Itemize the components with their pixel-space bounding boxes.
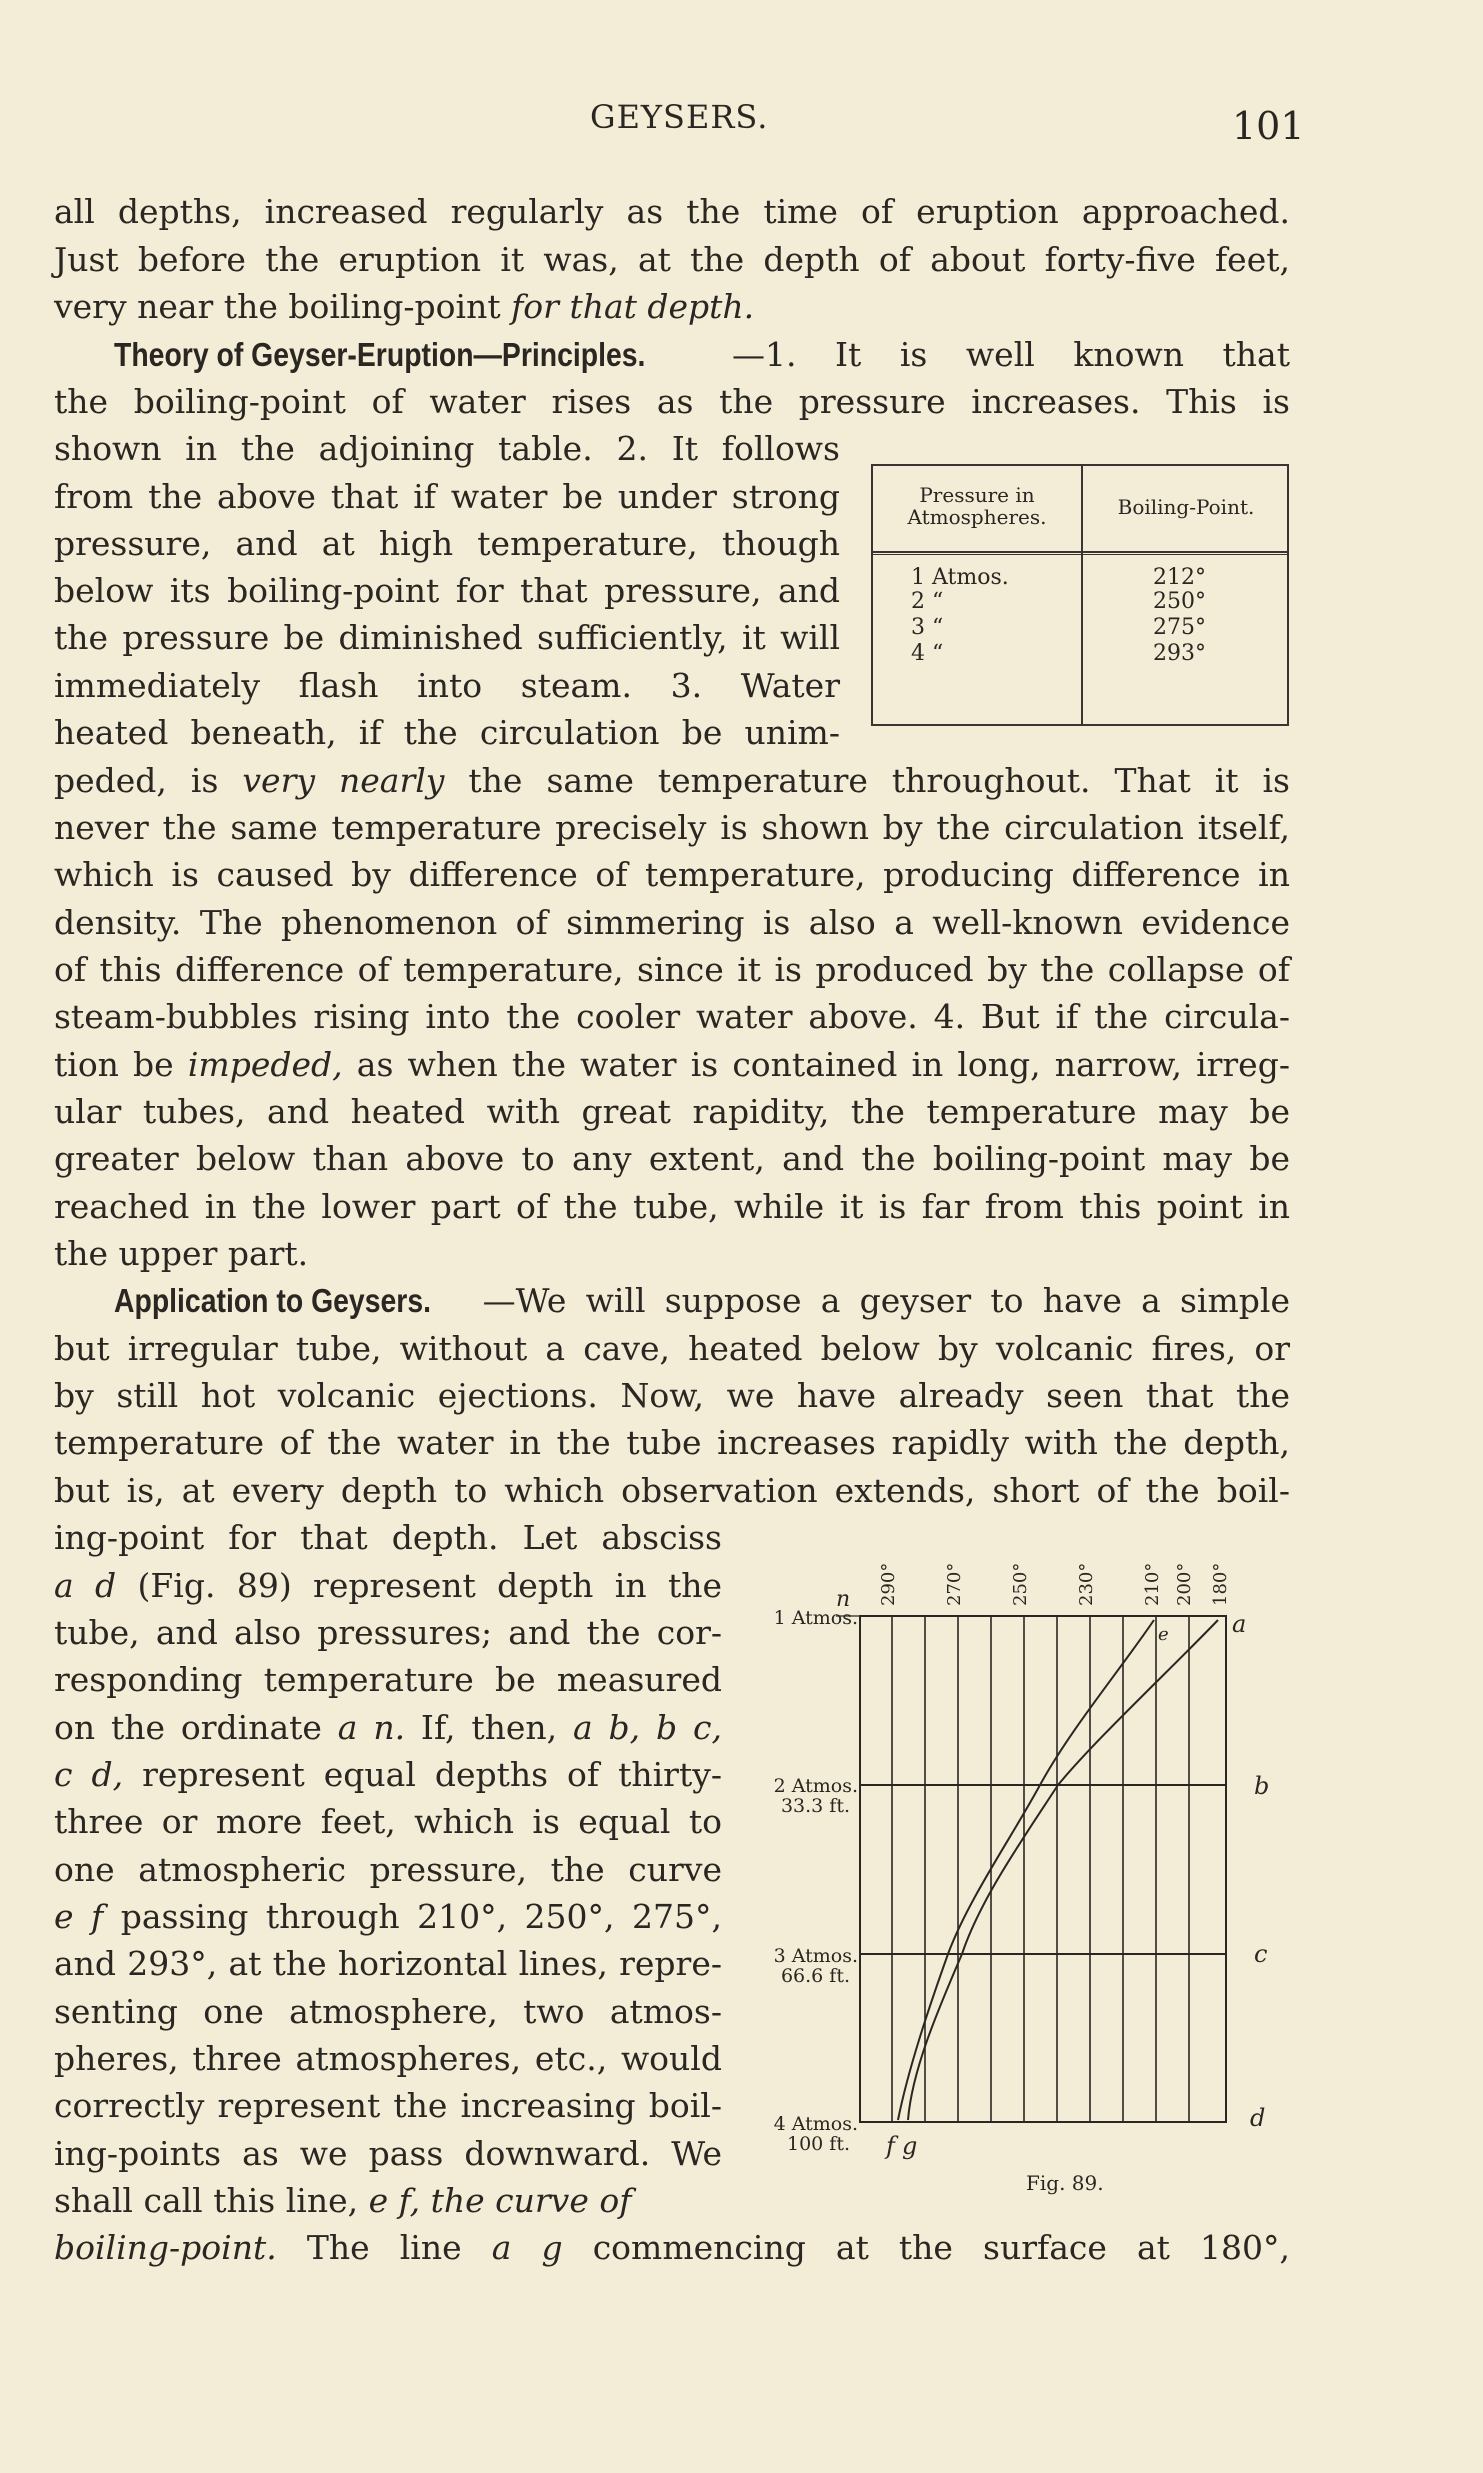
text-line: steam-bubbles rising into the cooler water above. 4. But if the circula- [54, 997, 1290, 1036]
text-line: peded, is very nearly the same temperature throughout. That it is [54, 761, 1290, 800]
point-label-d: d [1250, 2104, 1266, 2132]
temperature-line-ag [908, 1620, 1218, 2120]
text-line: ular tubes, and heated with great rapidity, the temperature may be [54, 1092, 1290, 1131]
temp-label: 200° [1174, 1562, 1195, 1606]
depth-label: 2 Atmos. [773, 1775, 858, 1797]
table-cell: 293° [1153, 641, 1206, 666]
text-line: e f passing through 210°, 250°, 275°, [54, 1897, 723, 1936]
temp-label: 210° [1142, 1562, 1163, 1606]
point-label-c: c [1254, 1940, 1268, 1968]
text-line: density. The phenomenon of simmering is also a well-known evidence [54, 903, 1290, 942]
text-line: and 293°, at the horizontal lines, repre- [54, 1944, 722, 1983]
diagram-frame [860, 1616, 1226, 2122]
figure-89 [740, 1530, 1300, 2210]
text-line: ing-point for that depth. Let absciss [54, 1518, 722, 1557]
text-line: a d (Fig. 89) represent depth in the [54, 1566, 722, 1605]
text-line: from the above that if water be under strong [54, 477, 840, 516]
boiling-point-diagram [740, 1530, 1300, 2210]
text-line: senting one atmosphere, two atmos- [54, 1992, 722, 2031]
text-line: shown in the adjoining table. 2. It follows [54, 429, 840, 468]
text-line: correctly represent the increasing boil- [54, 2086, 722, 2125]
section-heading-line: Theory of Geyser-Eruption—Principles. —1. It is well known that [54, 331, 1290, 378]
text-line: which is caused by difference of temperature, producing difference in [54, 855, 1290, 894]
text-line: boiling-point. The line a g commencing at the surface at 180°, [54, 2228, 1290, 2267]
text-line: the boiling-point of water rises as the pressure increases. This is [54, 382, 1290, 421]
text-line: tion be impeded, as when the water is contained in long, narrow, irreg- [54, 1045, 1290, 1084]
running-title: GEYSERS. [590, 98, 769, 136]
text-line: three or more feet, which is equal to [54, 1802, 722, 1841]
text-line: very near the boiling-point for that depth. [54, 287, 755, 326]
text-line: Just before the eruption it was, at the depth of about forty-five feet, [54, 240, 1290, 279]
text-line: but irregular tube, without a cave, heated below by volcanic fires, or [54, 1329, 1290, 1368]
text-line: heated beneath, if the circulation be unim- [54, 713, 840, 752]
figure-caption: Fig. 89. [1026, 2171, 1104, 2195]
temp-label: 290° [878, 1562, 899, 1606]
curve-label-f: f [886, 2132, 895, 2160]
temp-label: 270° [944, 1562, 965, 1606]
temp-label: 250° [1010, 1562, 1031, 1606]
depth-label: 1 Atmos. [773, 1607, 858, 1629]
text-line: on the ordinate a n. If, then, a b, b c, [54, 1708, 722, 1747]
curve-label-g: g [902, 2132, 918, 2160]
section-heading: Theory of Geyser-Eruption—Principles. [114, 336, 646, 373]
text-line: by still hot volcanic ejections. Now, we have already seen that the [54, 1376, 1290, 1415]
text-line: shall call this line, e f, the curve of [54, 2181, 632, 2220]
boiling-point-table [871, 464, 1289, 726]
text-line: never the same temperature precisely is shown by the circulation itself, [54, 808, 1290, 847]
depth-label: 66.6 ft. [780, 1965, 850, 1987]
depth-label: 100 ft. [786, 2133, 850, 2155]
table-cell: 4 “ [911, 641, 944, 666]
text-line: responding temperature be measured [54, 1660, 722, 1699]
text-line: below its boiling-point for that pressure, and [54, 571, 840, 610]
n-label: n [836, 1587, 851, 1612]
curve-label-e: e [1158, 1624, 1169, 1645]
table-header-pressure: Pressure in Atmospheres. [907, 483, 1047, 529]
text-line: of this difference of temperature, since it is produced by the collapse of [54, 950, 1290, 989]
text-line: pressure, and at high temperature, though [54, 524, 840, 563]
table-cell: 212° [1153, 565, 1206, 590]
text-line: but is, at every depth to which observation extends, short of the boil- [54, 1471, 1290, 1510]
point-label-a: a [1232, 1610, 1247, 1638]
text-line: c d, represent equal depths of thirty- [54, 1755, 723, 1794]
table-cell: 1 Atmos. [911, 565, 1009, 590]
text-line: ing-points as we pass downward. We [54, 2134, 722, 2173]
table-cell: 275° [1153, 615, 1206, 640]
table-cell: 250° [1153, 589, 1206, 614]
table-header-boiling-point: Boiling-Point. [1117, 495, 1255, 519]
section-heading-line: Application to Geysers. —We will suppose a geyser to have a simple [54, 1277, 1290, 1324]
text-line: greater below than above to any extent, and the boiling-point may be [54, 1139, 1290, 1178]
page-number: 101 [1232, 104, 1305, 148]
depth-label: 3 Atmos. [773, 1945, 858, 1967]
point-label-b: b [1254, 1772, 1270, 1800]
depth-label: 33.3 ft. [780, 1795, 850, 1817]
text-line: the upper part. [54, 1234, 309, 1273]
text-line: reached in the lower part of the tube, while it is far from this point in [54, 1187, 1290, 1226]
depth-label: 4 Atmos. [773, 2113, 858, 2135]
text-line: one atmospheric pressure, the curve [54, 1850, 722, 1889]
text-line: pheres, three atmospheres, etc., would [54, 2039, 722, 2078]
table-cell: 3 “ [911, 615, 944, 640]
boiling-point-curve [898, 1620, 1154, 2120]
text-line: immediately flash into steam. 3. Water [54, 666, 840, 705]
temp-label: 180° [1210, 1562, 1231, 1606]
table-cell: 2 “ [911, 589, 944, 614]
text-line: all depths, increased regularly as the time of eruption approached. [54, 192, 1290, 231]
text-line: the pressure be diminished sufficiently, it will [54, 618, 840, 657]
text-line: tube, and also pressures; and the cor- [54, 1613, 722, 1652]
text-line: temperature of the water in the tube increases rapidly with the depth, [54, 1423, 1290, 1462]
temp-label: 230° [1076, 1562, 1097, 1606]
section-heading: Application to Geysers. [114, 1282, 431, 1319]
